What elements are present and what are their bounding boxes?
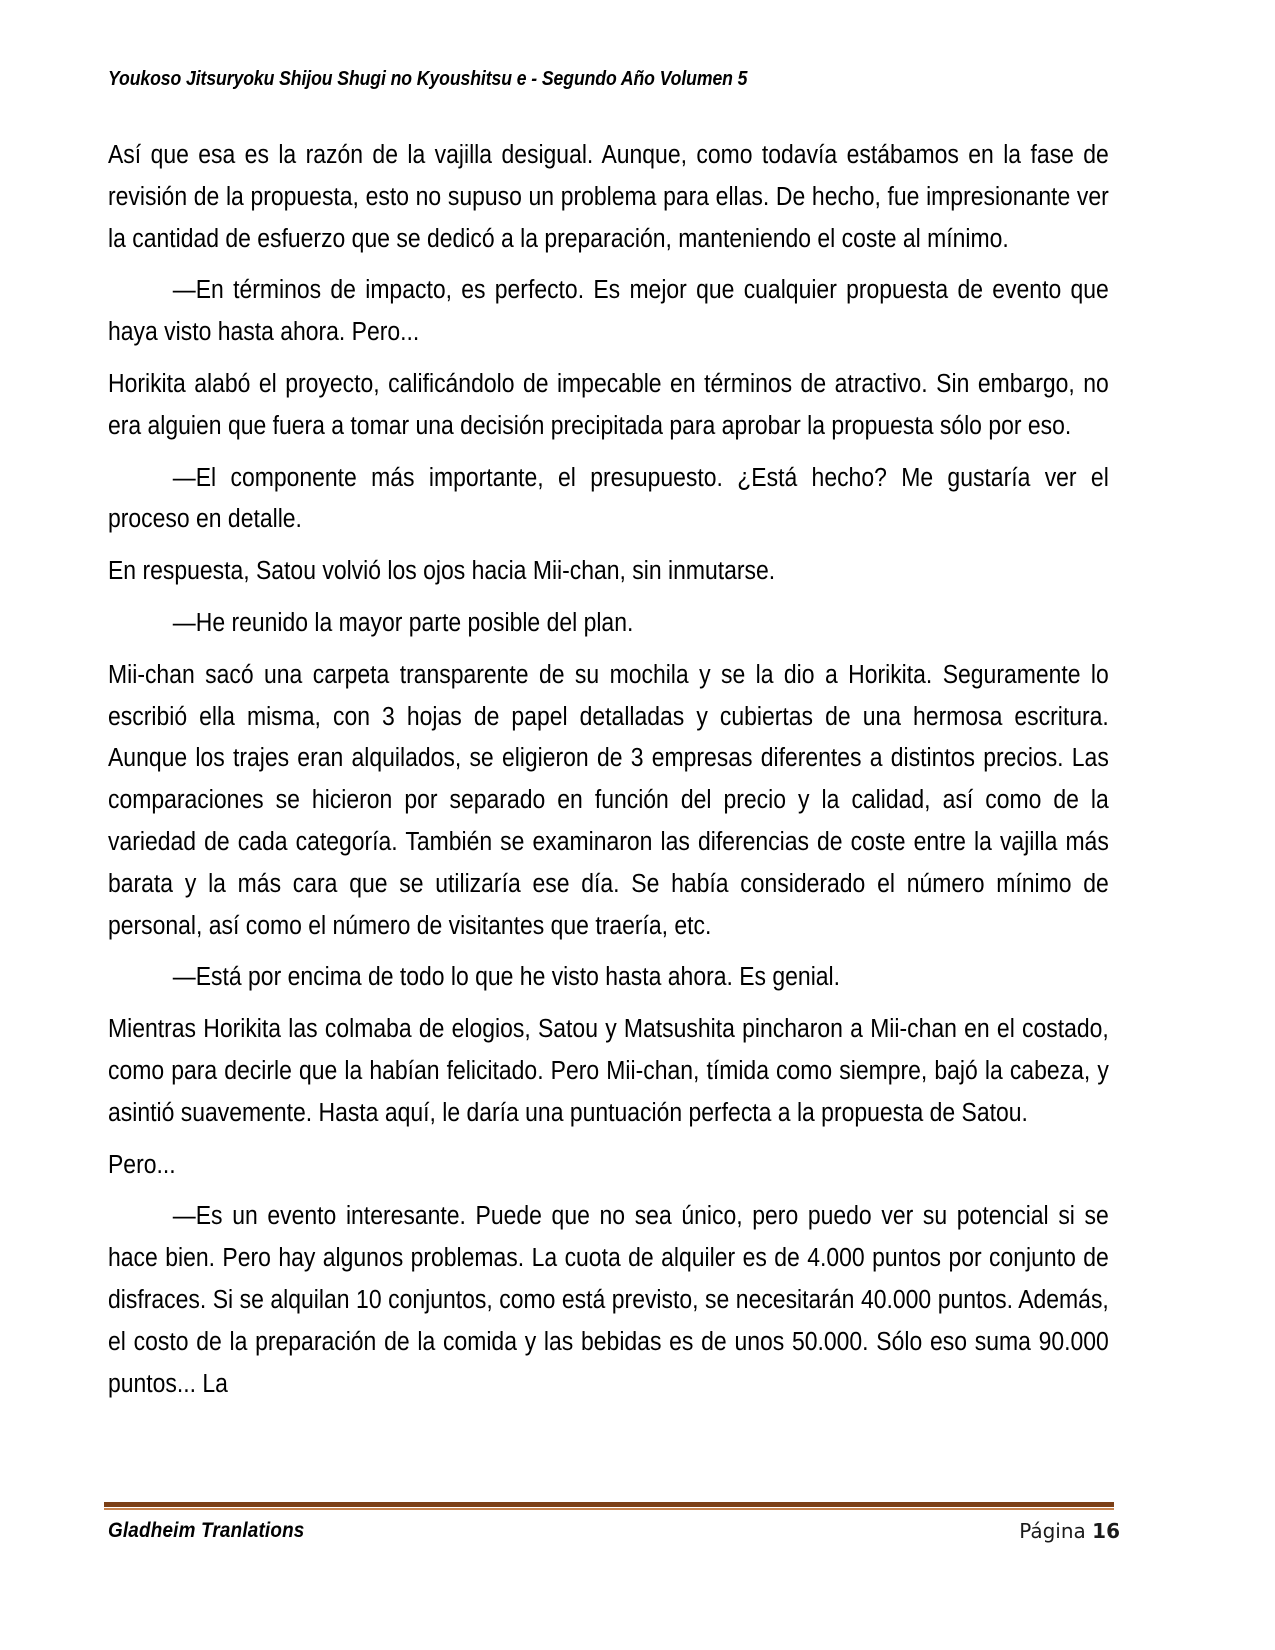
paragraph-p5: En respuesta, Satou volvió los ojos hacia Mii-chan, sin inmutarse. — [108, 557, 776, 586]
footer-translation-credit: Gladheim Tranlations — [108, 1519, 305, 1542]
footer-rule-light-bar — [104, 1508, 1114, 1510]
footer-page-number: 16 — [1092, 1519, 1120, 1543]
paragraph-p11: —Es un evento interesante. Puede que no sea único, pero puedo ver su potencial si se hace bien. Pero hay algunos problemas. La cuota de alquiler es de 4.000 puntos por conjunto de disfraces. Si se alquilan 10 conjuntos, como está previsto, se necesitarán 40.000 puntos. Además, el costo de la preparación de la comida y las bebidas es de unos 50.000. Sólo eso suma 90.000 puntos... La — [108, 1202, 1109, 1398]
paragraph-p3: Horikita alabó el proyecto, calificándolo de impecable en términos de atractivo. Sin embargo, no era alguien que fuera a tomar una decisión precipitada para aprobar la propuesta sólo por eso. — [108, 369, 1109, 440]
paragraph-p7: Mii-chan sacó una carpeta transparente de su mochila y se la dio a Horikita. Seguramente lo escribió ella misma, con 3 hojas de papel detalladas y cubiertas de una hermosa escritura. Aunque los trajes eran alquilados, se eligieron de 3 empresas diferentes a distintos precios. Las comparaciones se hicieron por separado en función del precio y la calidad, así como de la variedad de cada categoría. También se examinaron las diferencias de coste entre la vajilla más barata y la más cara que se utilizaría ese día. Se había considerado el número mínimo de personal, así como el número de visitantes que traería, etc. — [108, 660, 1109, 940]
footer-divider-rule — [104, 1502, 1114, 1510]
footer-page-label: Página — [1019, 1519, 1086, 1543]
paragraph-p10: Pero... — [108, 1150, 176, 1179]
paragraph-p1: Así que esa es la razón de la vajilla desigual. Aunque, como todavía estábamos en la fase de revisión de la propuesta, esto no supuso un problema para ellas. De hecho, fue impresionante ver la cantidad de esfuerzo que se dedicó a la preparación, manteniendo el coste al mínimo. — [108, 141, 1109, 253]
paragraph-p2: —En términos de impacto, es perfecto. Es mejor que cualquier propuesta de evento que haya visto hasta ahora. Pero... — [108, 276, 1109, 347]
paragraph-p6: —He reunido la mayor parte posible del plan. — [172, 608, 634, 637]
running-header-title: Youkoso Jitsuryoku Shijou Shugi no Kyoushitsu e - Segundo Año Volumen 5 — [108, 67, 748, 90]
paragraph-p9: Mientras Horikita las colmaba de elogios, Satou y Matsushita pincharon a Mii-chan en el costado, como para decirle que la habían felicitado. Pero Mii-chan, tímida como siempre, bajó la cabeza, y asintió suavemente. Hasta aquí, le daría una puntuación perfecta a la propuesta de Satou. — [108, 1015, 1109, 1127]
paragraph-p8: —Está por encima de todo lo que he visto hasta ahora. Es genial. — [172, 963, 841, 992]
paragraph-p4: —El componente más importante, el presupuesto. ¿Está hecho? Me gustaría ver el proceso en detalle. — [108, 463, 1109, 534]
body-text-column — [108, 135, 1108, 1405]
footer-rule-dark-bar — [104, 1502, 1114, 1507]
footer-page-indicator — [1019, 1519, 1120, 1543]
